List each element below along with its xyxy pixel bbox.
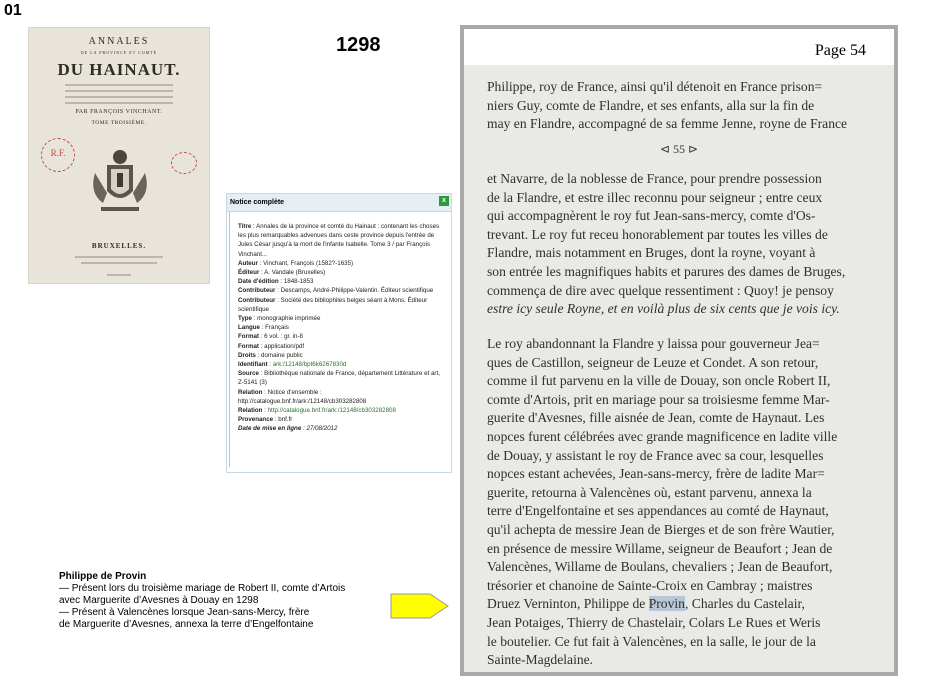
cover-author: PAR FRANÇOIS VINCHANT.	[75, 109, 163, 115]
year-heading: 1298	[336, 34, 381, 56]
scan-text-line: ques de Castillon, seigneur de Leuze et Condet. A son retour,	[487, 354, 819, 370]
notice-field-value: : 1848-1853	[278, 278, 314, 286]
notice-field-key: Provenance	[238, 416, 274, 424]
notice-title: Notice complète	[230, 199, 285, 206]
notice-field-key: Langue	[238, 324, 261, 332]
notice-field	[238, 369, 446, 387]
notice-field-key: Source	[238, 370, 259, 378]
notice-field	[238, 314, 446, 323]
notice-field-value: : Descamps, André-Philippe-Valentin. Éditeur scientifique	[275, 287, 434, 295]
scan-header	[464, 29, 894, 65]
close-icon[interactable]: x	[439, 196, 449, 206]
scan-text-line: qu'il achepta de messire Jean de Bierges et de son frère Wautier,	[487, 521, 835, 537]
notice-field	[238, 388, 446, 406]
notice-field-key: Contributeur	[238, 287, 276, 295]
notice-field-value: :	[262, 407, 268, 415]
notice-field	[238, 222, 446, 259]
scan-text-line: niers Guy, comte de Flandre, et ses enfants, alla sur la fin de	[487, 97, 815, 113]
notice-field	[238, 259, 446, 268]
scan-text-line: Valencènes, Willame de Boulans, chevaliers ; Jean de Beaufort,	[487, 559, 833, 575]
notice-field-key: Relation	[238, 388, 263, 396]
scan-text-line: may en Flandre, accompagné de sa femme Jenne, royne de France	[487, 116, 848, 132]
cover-text-block	[65, 96, 173, 98]
scan-text-line: terre d'Engelfontaine et ses appendances au comté de Haynaut,	[487, 503, 829, 519]
notice-field-value: : Français	[260, 324, 289, 332]
notice-field	[238, 268, 446, 277]
cover-subtitle: DE LA PROVINCE ET COMTÉ	[80, 50, 158, 55]
scan-text-line: Flandre, mais notamment en Bruges, dont la royne, voyant à	[487, 245, 816, 261]
notice-body	[229, 212, 451, 467]
cover-publisher	[81, 262, 157, 264]
notice-field	[238, 277, 446, 286]
cover-date	[107, 274, 131, 276]
notice-field-value: : domaine public	[255, 351, 303, 359]
caption-title: Philippe de Provin	[59, 571, 147, 582]
notice-field-value: : Bibliothèque nationale de France, département Littérature et art, Z-5141 (3)	[238, 370, 440, 387]
notice-field-value: : monographie imprimée	[251, 315, 321, 323]
notice-field	[238, 406, 446, 415]
notice-field-key: Format	[238, 333, 259, 341]
scan-page-number: Page 54	[814, 42, 866, 59]
scan-text-line: son entrée les magnifiques habits et parures des dames de Bruges,	[487, 263, 846, 279]
scan-text-line: trésorier et chanoine de Sainte-Croix en Cambray ; maistres	[487, 577, 813, 593]
caption-block	[59, 571, 345, 631]
scan-paragraph-2	[487, 170, 878, 319]
cover-publisher	[75, 256, 163, 258]
book-cover-image	[28, 27, 210, 284]
cover-text-block	[65, 90, 173, 92]
scan-text-line: en présence de messire Willame, seigneur de Beaufort ; Jean de	[487, 540, 833, 556]
caption-line: — Présent lors du troisième mariage de Robert II, comte d’Artois	[59, 583, 346, 595]
notice-field	[238, 286, 446, 295]
scan-text-line: qui accompagnèrent le roy fut Jean-sans-mercy, comte d'Os-	[487, 208, 816, 224]
scan-text-line: comme il fut parvenu en la ville de Douay, son oncle Robert II,	[487, 373, 831, 389]
notice-field-key: Contributeur	[238, 296, 276, 304]
scan-text-line: et Navarre, de la noblesse de France, pour prendre possession	[487, 171, 822, 186]
scan-text-line: Le roy abandonnant la Flandre y laissa pour gouverneur Jea=	[487, 336, 820, 351]
notice-field-key: Relation	[238, 407, 263, 415]
stamp-text: R.F.	[50, 148, 66, 158]
scan-text-line: nopces estant achevées, Jean-sans-mercy, frère de ladite Mar=	[487, 466, 825, 482]
notice-field-key: Titre	[238, 223, 252, 230]
highlighted-name: Provin	[648, 596, 685, 612]
notice-field-key: Date de mise en ligne	[238, 425, 302, 433]
scan-text-line: guerite, retourna à Valencènes où, estant parvenu, annexa la	[487, 484, 812, 500]
notice-panel	[226, 193, 452, 473]
cover-volume: TOME TROISIÈME.	[91, 120, 147, 126]
cover-title-annales: ANNALES	[88, 36, 150, 47]
cover-text-block	[65, 84, 173, 86]
notice-header	[227, 194, 451, 212]
notice-field-value: : bnf.fr	[273, 416, 293, 424]
notice-field	[238, 424, 446, 433]
notice-field	[238, 360, 446, 369]
scan-text-line: Druez Verninton, Philippe de Provin, Charles du Castelair,	[487, 596, 805, 612]
notice-field-value: : 6 vol. : gr. in-8	[258, 333, 304, 341]
notice-field-key: Éditeur	[238, 269, 260, 277]
cover-text-block	[65, 102, 173, 104]
notice-field-value: : Société des bibliophiles belges séant à Mons. Éditeur scientifique	[238, 296, 428, 313]
library-stamp	[41, 138, 75, 172]
notice-link[interactable]: ark:/12148/bpt6k6267830d	[272, 361, 347, 369]
library-stamp-small	[171, 152, 197, 174]
scan-paragraph-1	[487, 78, 878, 134]
notice-field-key: Type	[238, 315, 252, 323]
scan-text-line: trevant. Le roy fut receu honorablement par toutes les villes de	[487, 226, 828, 242]
caption-line: de Marguerite d’Avesnes, annexa la terre d’Engelfontaine	[59, 619, 314, 631]
notice-field-value: :	[267, 361, 273, 369]
scan-text-line: guerite d'Avesnes, fille aisnée de Jean, comte de Haynaut. Les	[487, 410, 825, 426]
notice-field	[238, 351, 446, 360]
scan-text-line: de Douay, y assistant le roy de France avec sa cour, lesquelles	[487, 447, 824, 463]
notice-field-value: : application/pdf	[258, 342, 305, 350]
scan-text-line: Sainte-Magdelaine.	[487, 652, 594, 668]
notice-field-value: : 27/08/2012	[301, 425, 338, 433]
scan-text-line: commença de dire avec quelque ressentiment : Quoy! je pensoy	[487, 282, 834, 298]
notice-field-key: Auteur	[238, 259, 258, 267]
cover-city: BRUXELLES.	[91, 242, 147, 250]
notice-field	[238, 415, 446, 424]
scan-text-line: Jean Potaiges, Thierry de Chastelair, Colars Le Rues et Weris	[487, 614, 821, 630]
slide-number: 01	[4, 2, 22, 19]
scan-text-line: estre icy seule Royne, et en voilà plus de six cents que je vois icy.	[487, 301, 840, 317]
cover-title-hainaut: DU HAINAUT.	[57, 60, 181, 79]
scan-text-line: le boutelier. Ce fut fait à Valencènes, en la salle, le jour de la	[487, 633, 816, 649]
notice-link[interactable]: http://catalogue.bnf.fr/ark:/12148/cb303282808	[267, 407, 396, 415]
scanned-page	[460, 25, 898, 676]
notice-field-value: : Annales de la province et comté du Hainaut : contenant les choses les plus remarquables advenues dans ceste province depuis l'entrée de Jules César jusqu'à la mort de l'infante Isabelle. Tome 3 / par François Vinchant...	[238, 223, 440, 258]
notice-field-key: Format	[238, 342, 259, 350]
scan-text-line: Philippe, roy de France, ainsi qu'il détenoit en France prison=	[487, 79, 823, 94]
notice-field-key: Identifiant	[238, 361, 268, 369]
scan-paragraph-3	[487, 335, 878, 670]
coat-of-arms-icon	[87, 143, 153, 221]
notice-field	[238, 332, 446, 341]
notice-field-value: : A. Vandale (Bruxelles)	[259, 269, 326, 277]
notice-field-key: Droits	[238, 351, 256, 359]
notice-field	[238, 296, 446, 314]
scan-text-line: nopces furent célébrées avec grande magnificence en ladite ville	[487, 428, 838, 444]
notice-field	[238, 342, 446, 351]
scan-text-line: comte d'Artois, prit en mariage pour sa troisiesme femme Mar-	[487, 391, 830, 407]
arrow-right-icon	[390, 593, 450, 619]
notice-field-value: : Notice d'ensemble : http://catalogue.bnf.fr/ark:/12148/cb303282808	[238, 388, 367, 405]
caption-line: avec Marguerite d’Avesnes à Douay en 1298	[59, 595, 259, 607]
page-separator: ⊲ 55 ⊳	[659, 142, 699, 156]
notice-field-key: Date d'édition	[238, 278, 279, 286]
notice-field	[238, 323, 446, 332]
caption-line: — Présent à Valencènes lorsque Jean-sans-Mercy, frère	[59, 607, 310, 619]
notice-field-value: : Vinchant, François (1582?-1635)	[257, 259, 354, 267]
scan-text-line: de la Flandre, et estre illec reconnu pour seigneur ; entre ceux	[487, 189, 823, 205]
